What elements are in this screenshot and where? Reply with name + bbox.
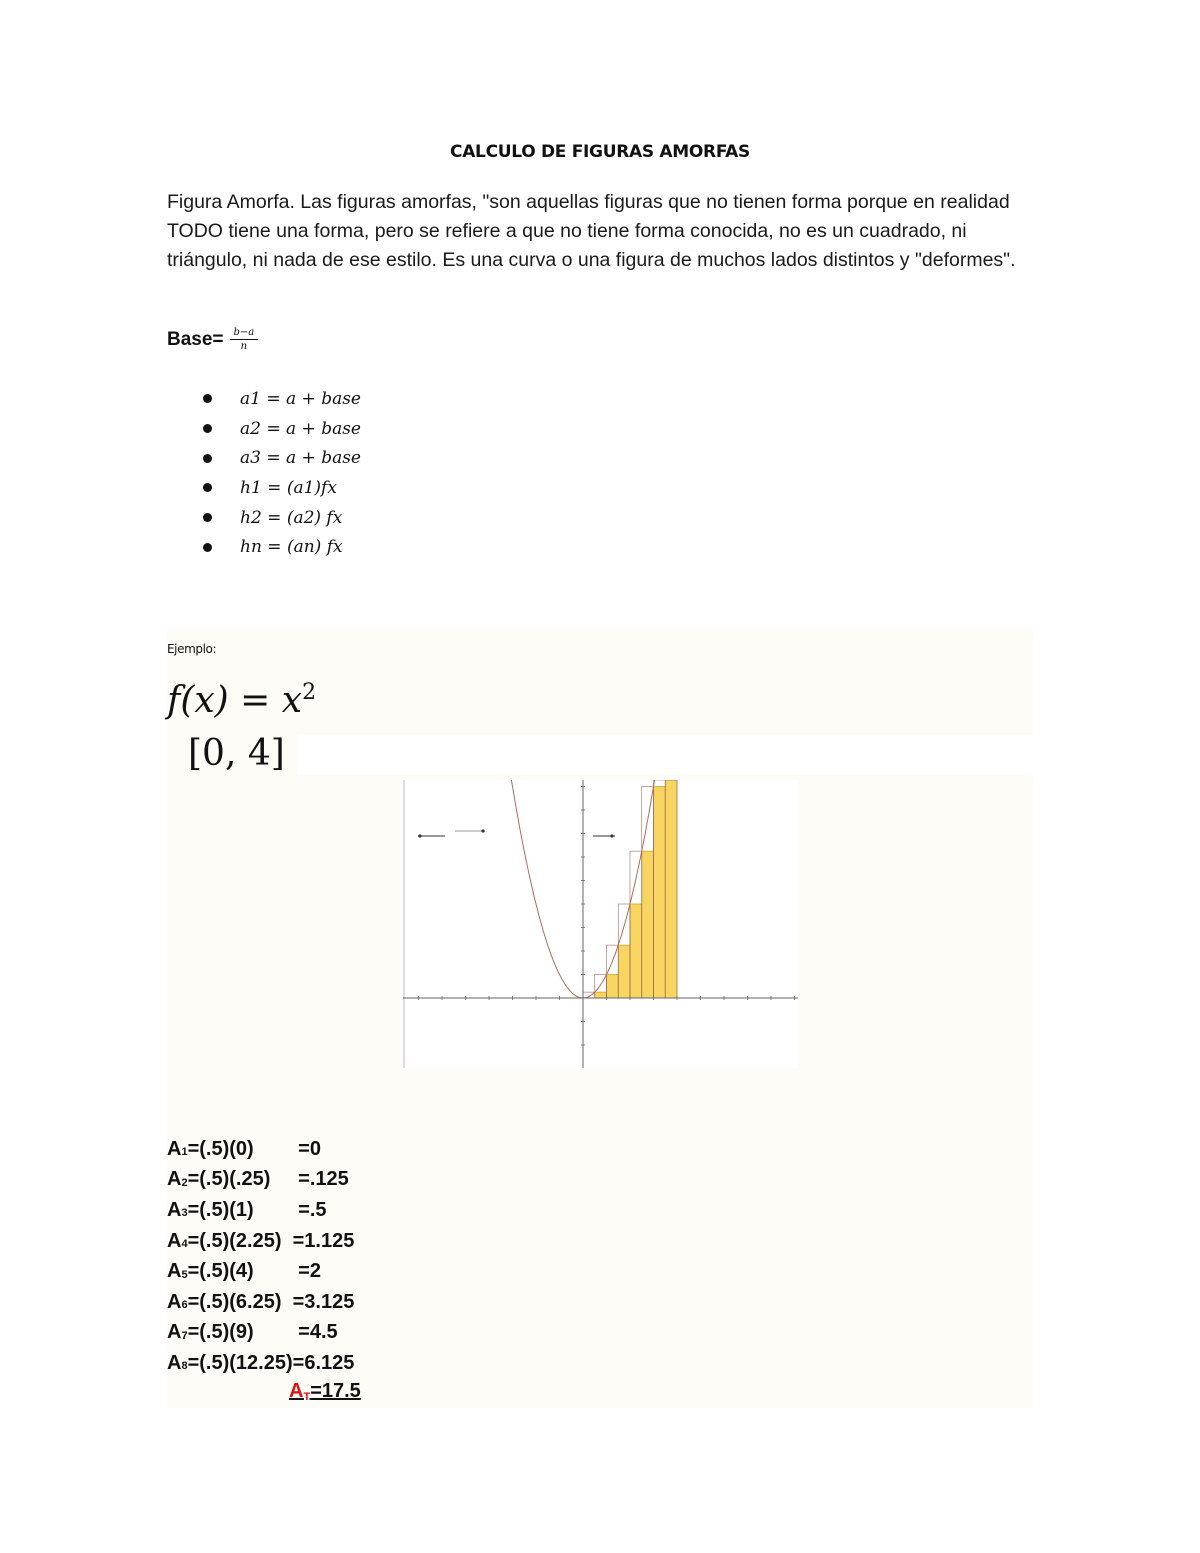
graph-axes [403,780,798,1068]
list-item [200,384,361,414]
riemann-graph [403,780,798,1068]
riemann-bar [642,851,654,998]
base-formula [167,326,258,353]
slider-point [610,834,613,837]
formula-text: a2 = a + base [240,418,361,439]
graph-sliders [418,829,615,837]
base-label: Base= [167,328,224,350]
formula-text: h1 = (a1)fx [240,477,337,498]
bullet-icon [203,543,212,552]
image-strip [298,735,1033,775]
list-item [200,532,361,562]
riemann-bar [654,787,666,999]
formula-text: h2 = (a2) fx [240,507,343,528]
bullet-icon [203,424,212,433]
list-item [200,414,361,444]
page-title: CALCULO DE FIGURAS AMORFAS [450,142,750,162]
formula-text: a1 = a + base [240,388,361,409]
riemann-bar [607,975,619,999]
fraction-denominator: n [240,341,248,352]
list-item: A $_4$ =(.5)(2.25) =1.125 [167,1229,355,1252]
base-fraction [230,326,259,353]
bullet-icon [203,454,212,463]
list-item [200,503,361,533]
list-item: A $_6$ =(.5)(6.25) =3.125 [167,1290,355,1313]
list-item: A $_1$ =(.5)(0) =0 [167,1137,321,1160]
list-item: A $_7$ =(.5)(9) =4.5 [167,1321,338,1344]
graph-bars [583,780,677,998]
total-value: =17.5 [310,1380,361,1402]
riemann-bar [618,945,630,998]
intro-paragraph: Figura Amorfa. Las figuras amorfas, "son aquellas figuras que no tienen forma porque en realidad TODO tiene una forma, pero se refiere a que no tiene forma conocida, no es un cuadrado, ni triángulo, ni nada de ese estilo. Es una curva o una figura de muchos lados distintos y "deformes". [167,191,1016,271]
function-exponent: 2 [302,680,317,705]
upper-bar-outline [583,992,595,998]
riemann-bar [595,992,607,998]
list-item: A $_3$ =(.5)(1) =.5 [167,1198,327,1221]
fraction-numerator: b−a [230,326,259,340]
list-item: A $_8$ =(.5)(12.25) =6.125 [167,1351,355,1374]
example-label: Ejemplo: [167,642,217,656]
slider-point [418,834,421,837]
total-label: $A_T$ [289,1380,311,1403]
riemann-bar [630,904,642,998]
riemann-bar [665,780,677,998]
list-item [200,473,361,503]
formula-text: hn = (an) fx [240,537,343,558]
slider-point [481,829,484,832]
area-list [167,1134,354,1379]
formula-list [200,384,361,562]
list-item: A $_5$ =(.5)(4) =2 [167,1260,321,1283]
total-area [289,1380,361,1403]
formula-text: a3 = a + base [240,448,361,469]
bullet-icon [203,394,212,403]
bullet-icon [203,483,212,492]
list-item: A $_2$ =(.5)(.25) =.125 [167,1168,349,1191]
list-item [200,443,361,473]
interval: [0, 4] [188,733,285,774]
function-formula: $f(x) = x^2$ [167,680,317,721]
bullet-icon [203,513,212,522]
